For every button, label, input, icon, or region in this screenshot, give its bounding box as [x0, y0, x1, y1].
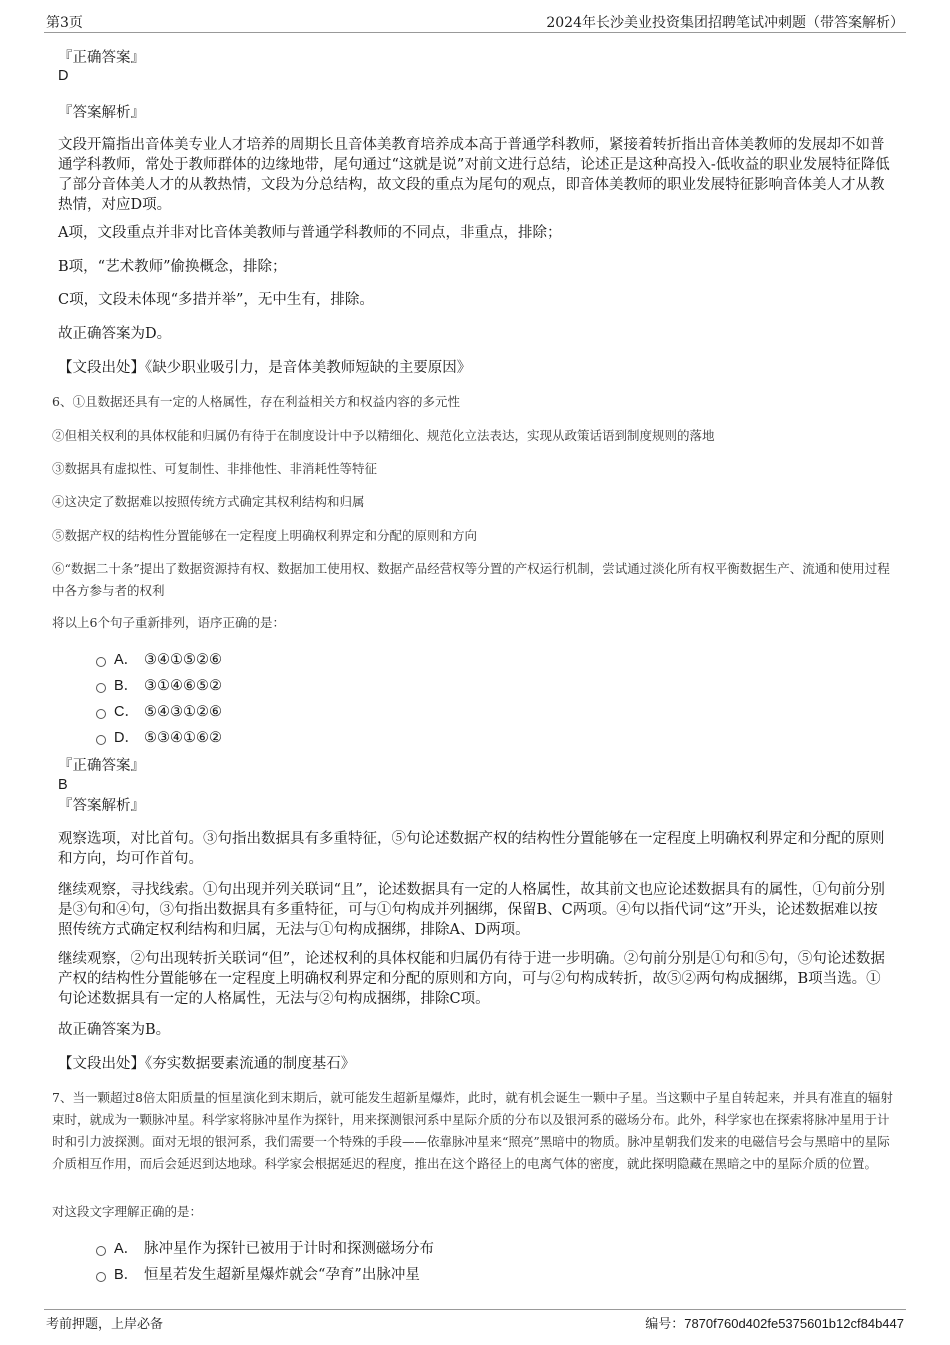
q6-prompt: 将以上6个句子重新排列，语序正确的是：	[52, 615, 285, 630]
q5-analysis-p1: 文段开篇指出音体美专业人才培养的周期长且音体美教育培养成本高于普通学科教师，紧接着转折指出音体美教师的发展却不如普通学科教师，常处于教师群体的边缘地带，尾句通过“这就是说”对前文进行总结，论述正是这种高投入-低收益的职业发展特征降低了部分音体美人才的从教热情，文段为分总结构，故文段的重点为尾句的观点，即音体美教师的职业发展特征影响音体美人才从教热情，对应D项。	[58, 137, 890, 213]
q6-sentence-2: ②但相关权利的具体权能和归属仍有待于在制度设计中予以精细化、规范化立法表达，实现从政策话语到制度规则的落地	[52, 428, 715, 443]
footer-document-id: 编号：7870f760d402fe5375601b12cf84b447	[645, 1316, 904, 1331]
q5-analysis-label: 『答案解析』	[58, 105, 145, 121]
q6-option-c[interactable]	[96, 702, 222, 722]
q7-stem: 7、当一颗超过8倍太阳质量的恒星演化到末期后，就可能发生超新星爆炸，此时，就有机会诞生一颗中子星。当这颗中子星自转起来，并具有准直的辐射束时，就成为一颗脉冲星。科学家将脉冲星作为探针，用来探测银河系中星际介质的分布以及银河系的磁场分布。此外，科学家也在探索将脉冲星用于计时和引力波探测。面对无垠的银河系，我们需要一个特殊的手段——依靠脉冲星来“照亮”黑暗中的物质。脉冲星朝我们发来的电磁信号会与黑暗中的星际介质相互作用，而后会延迟到达地球。科学家会根据延迟的程度，推出在这个路径上的电离气体的密度，就此探明隐藏在黑暗之中的星际介质的位置。	[52, 1090, 893, 1171]
footer-divider	[44, 1309, 906, 1310]
q6-analysis-p3: 继续观察，②句出现转折关联词“但”，论述权利的具体权能和归属仍有待于进一步明确。②句前分别是①句和⑤句，⑤句论述数据产权的结构性分置能够在一定程度上明确权利界定和分配的原则和方向，可与②句构成转折，故⑤②两句构成捆绑，B项当选。①句论述数据具有一定的人格属性，无法与②句构成捆绑，排除C项。	[58, 951, 885, 1007]
header-divider	[44, 32, 906, 33]
radio-icon[interactable]	[96, 683, 106, 693]
option-text: ⑤③④①⑥②	[144, 730, 222, 746]
q6-option-b[interactable]	[96, 676, 222, 696]
q5-answer: D	[58, 68, 69, 84]
q6-analysis-p2: 继续观察，寻找线索。①句出现并列关联词“且”，论述数据具有一定的人格属性，故其前文也应论述数据具有的属性，①句前分别是③句和④句，③句指出数据具有多重特征，可与①句构成并列捆绑，保留B、C两项。④句以指代词“这”开头，论述数据难以按照传统方式确定权利结构和归属，无法与①句构成捆绑，排除A、D两项。	[58, 882, 885, 938]
q6-answer-label: 『正确答案』	[58, 758, 145, 774]
q5-analysis-p5: 故正确答案为D。	[58, 326, 172, 342]
document-title: 2024年长沙美业投资集团招聘笔试冲刺题（带答案解析）	[546, 15, 904, 31]
option-letter: A．	[114, 652, 139, 668]
page-header	[0, 0, 950, 34]
footer-slogan: 考前押题，上岸必备	[46, 1317, 164, 1332]
option-letter: C．	[114, 704, 139, 720]
option-text: ③①④⑥⑤②	[144, 678, 222, 694]
q5-analysis-p3: B项，“艺术教师”偷换概念，排除；	[58, 259, 287, 275]
q6-option-d[interactable]	[96, 728, 222, 748]
q7-option-b[interactable]	[96, 1265, 420, 1285]
option-text: ③④①⑤②⑥	[144, 652, 222, 668]
q7-prompt: 对这段文字理解正确的是：	[52, 1204, 203, 1219]
option-text: ⑤④③①②⑥	[144, 704, 222, 720]
radio-icon[interactable]	[96, 709, 106, 719]
option-letter: B．	[114, 678, 139, 694]
q6-sentence-4: ④这决定了数据难以按照传统方式确定其权利结构和归属	[52, 494, 365, 509]
q6-sentence-3: ③数据具有虚拟性、可复制性、非排他性、非消耗性等特征	[52, 461, 378, 476]
q6-sentence-5: ⑤数据产权的结构性分置能够在一定程度上明确权利界定和分配的原则和方向	[52, 528, 478, 543]
radio-icon[interactable]	[96, 1246, 106, 1256]
option-text: 恒星若发生超新星爆炸就会“孕育”出脉冲星	[144, 1267, 420, 1283]
q6-analysis-p4: 故正确答案为B。	[58, 1022, 171, 1038]
radio-icon[interactable]	[96, 657, 106, 667]
q6-analysis-p1: 观察选项，对比首句。③句指出数据具有多重特征，⑤句论述数据产权的结构性分置能够在一定程度上明确权利界定和分配的原则和方向，均可作首句。	[58, 831, 885, 867]
q6-option-a[interactable]	[96, 650, 222, 670]
q6-sentence-1: 6、①且数据还具有一定的人格属性，存在利益相关方和权益内容的多元性	[52, 394, 460, 409]
radio-icon[interactable]	[96, 735, 106, 745]
q5-source: 【文段出处】《缺少职业吸引力，是音体美教师短缺的主要原因》	[58, 360, 472, 376]
option-letter: D．	[114, 730, 139, 746]
q6-sentence-6: ⑥“数据二十条”提出了数据资源持有权、数据加工使用权、数据产品经营权等分置的产权运行机制，尝试通过淡化所有权平衡数据生产、流通和使用过程中各方参与者的权利	[52, 561, 890, 598]
q6-source: 【文段出处】《夯实数据要素流通的制度基石》	[58, 1056, 356, 1072]
q5-analysis-p4: C项，文段未体现“多措并举”，无中生有，排除。	[58, 292, 374, 308]
q7-option-a[interactable]	[96, 1239, 434, 1259]
option-letter: B．	[114, 1267, 139, 1283]
q5-answer-label: 『正确答案』	[58, 50, 145, 66]
radio-icon[interactable]	[96, 1272, 106, 1282]
q6-analysis-label: 『答案解析』	[58, 798, 145, 814]
option-text: 脉冲星作为探针已被用于计时和探测磁场分布	[144, 1241, 434, 1257]
q6-answer: B	[58, 777, 68, 793]
q5-analysis-p2: A项，文段重点并非对比音体美教师与普通学科教师的不同点，非重点，排除；	[58, 225, 562, 241]
page-footer	[0, 1300, 950, 1345]
page-number: 第3页	[46, 15, 83, 31]
option-letter: A．	[114, 1241, 139, 1257]
